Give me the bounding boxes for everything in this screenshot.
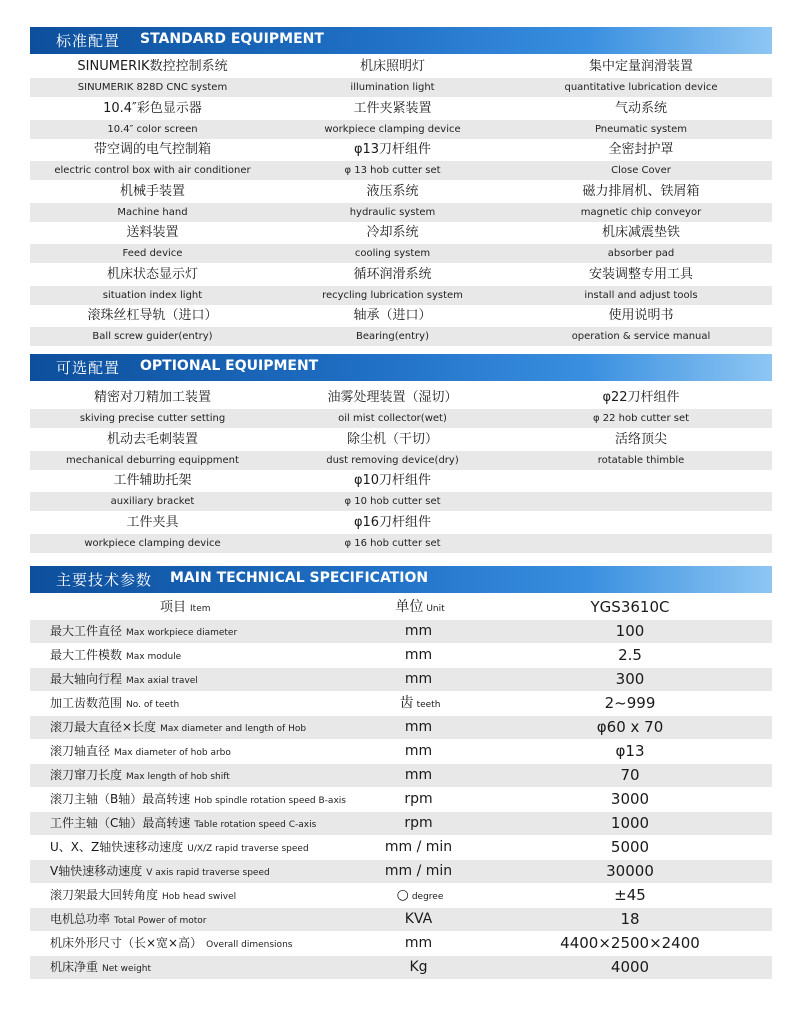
equipment-name-cn: 机床状态显示灯	[106, 266, 198, 282]
spec-item-cn: 加工齿数范围	[50, 696, 123, 710]
equipment-name-cn: 机床照明灯	[359, 59, 425, 74]
spec-unit-main: KVA	[404, 911, 433, 927]
spec-value: 300	[615, 670, 645, 688]
spec-unit-main: 齿	[399, 695, 414, 711]
spec-item-cn: 机床外形尺寸（长×宽×高）	[50, 936, 203, 950]
equipment-name-en: SINUMERIK 828D CNC system	[77, 82, 228, 93]
equipment-name-cn: 工件辅助托架	[113, 473, 192, 488]
spec-item-en: No. of teeth	[126, 700, 180, 710]
equipment-name-cn: 集中定量润滑装置	[588, 59, 693, 74]
equipment-name-cn: 工件夹紧装置	[353, 100, 432, 116]
spec-item	[50, 884, 236, 909]
spec-row	[30, 668, 772, 691]
spec-unit-main: mm	[404, 671, 433, 687]
spec-item	[50, 764, 230, 789]
equipment-row-cn	[30, 139, 772, 161]
spec-unit	[365, 644, 475, 669]
spec-item	[50, 668, 198, 693]
spec-item	[50, 716, 306, 741]
spec-unit-en: teeth	[416, 700, 441, 710]
spec-row	[30, 644, 772, 667]
equipment-row-en	[30, 161, 772, 180]
spec-value: 2~999	[604, 694, 656, 712]
spec-value: φ13	[615, 742, 645, 760]
equipment-row-en	[30, 409, 772, 428]
spec-item	[50, 620, 237, 645]
equipment-row-en	[30, 286, 772, 305]
equipment-name-en: oil mist collector(wet)	[338, 413, 447, 424]
equipment-name-cn: φ13刀杆组件	[353, 142, 432, 157]
equipment-name-en: hydraulic system	[349, 206, 436, 218]
spec-item-en: Hob spindle rotation speed B-axis	[194, 796, 346, 806]
spec-item-cn: 滚刀最大直径×长度	[50, 720, 157, 734]
equipment-name-cn: 轴承（进口）	[353, 308, 432, 323]
spec-unit	[365, 812, 475, 837]
equipment-name-cn: 液压系统	[366, 183, 419, 199]
spec-header	[30, 566, 772, 593]
spec-unit-main: mm / min	[384, 839, 453, 855]
spec-unit-main: mm	[404, 935, 433, 951]
equipment-name-cn: 冷却系统	[366, 225, 419, 240]
equipment-name-cn: 带空调的电气控制箱	[93, 142, 211, 157]
equipment-row-cn	[30, 387, 772, 409]
equipment-name-en: Pneumatic system	[594, 123, 688, 135]
equipment-name-en: Ball screw guider(entry)	[92, 331, 213, 342]
spec-item-en: Hob head swivel	[162, 892, 237, 902]
spec-item-en: Net weight	[102, 964, 152, 974]
equipment-name-en: workpiece clamping device	[324, 123, 461, 135]
optional-title-cn: 可选配置	[56, 359, 121, 377]
equipment-name-en: recycling lubrication system	[322, 289, 463, 301]
spec-unit-main: mm	[404, 719, 433, 735]
equipment-name-cn: 机械手装置	[119, 183, 185, 199]
equipment-row-en	[30, 327, 772, 346]
spec-unit-main: mm	[404, 647, 433, 663]
spec-item-en: V axis rapid traverse speed	[146, 868, 270, 878]
spec-item-en: Max diameter and length of Hob	[160, 724, 307, 734]
equipment-row-en	[30, 78, 772, 97]
spec-unit	[365, 764, 475, 789]
spec-row	[30, 716, 772, 739]
spec-row	[30, 788, 772, 811]
spec-row	[30, 884, 772, 907]
equipment-name-en: φ 10 hob cutter set	[344, 496, 441, 507]
spec-item-cn: 滚刀架最大回转角度	[50, 888, 159, 902]
equipment-name-cn: 机动去毛刺装置	[106, 431, 198, 447]
spec-value: 100	[615, 622, 645, 640]
equipment-row-cn	[30, 56, 772, 78]
equipment-name-en: Machine hand	[117, 206, 188, 218]
equipment-name-cn: 循环润滑系统	[353, 266, 432, 282]
spec-item-en: Max module	[126, 652, 182, 662]
spec-unit-main: Kg	[409, 959, 428, 975]
equipment-name-cn: 磁力排屑机、铁屑箱	[582, 183, 700, 199]
equipment-name-cn: 除尘机（干切）	[346, 431, 438, 447]
equipment-name-en: operation & service manual	[571, 331, 711, 342]
spec-item-en: Max length of hob shift	[126, 772, 230, 782]
spec-value: ±45	[614, 886, 646, 904]
equipment-name-en: install and adjust tools	[584, 289, 698, 301]
standard-equipment-header	[30, 27, 772, 54]
spec-item-en: Max workpiece diameter	[126, 628, 238, 638]
spec-item-en: U/X/Z rapid traverse speed	[187, 844, 309, 854]
equipment-name-cn: 工件夹具	[126, 514, 179, 530]
spec-unit-en: degree	[411, 892, 444, 902]
spec-unit	[365, 836, 475, 861]
spec-item-cn: 电机总功率	[50, 912, 111, 926]
equipment-name-cn: SINUMERIK数控控制系统	[77, 59, 228, 74]
equipment-name-cn: 气动系统	[614, 100, 667, 116]
spec-unit	[365, 932, 475, 957]
spec-item-en: Max axial travel	[126, 676, 198, 686]
equipment-name-en: 10.4″ color screen	[107, 123, 198, 135]
spec-row	[30, 932, 772, 955]
spec-item-cn: 机床净重	[50, 960, 99, 974]
equipment-row-en	[30, 120, 772, 139]
spec-item-cn: 滚刀主轴（B轴）最高转速	[50, 792, 191, 806]
standard-title-en: STANDARD EQUIPMENT	[140, 31, 324, 47]
spec-row	[30, 836, 772, 859]
spec-item	[50, 908, 207, 933]
equipment-name-cn: 10.4″彩色显示器	[103, 100, 202, 116]
spec-value: 70	[620, 766, 640, 784]
spec-unit-main: mm	[404, 743, 433, 759]
spec-value: 30000	[606, 862, 654, 880]
equipment-name-en: dust removing device(dry)	[326, 454, 459, 466]
spec-unit-header: 单位 Unit	[395, 599, 445, 615]
spec-unit	[365, 860, 475, 885]
spec-title-en: MAIN TECHNICAL SPECIFICATION	[170, 570, 429, 586]
spec-item-header: 项目 Item	[160, 600, 211, 615]
spec-value: 1000	[610, 814, 650, 832]
equipment-name-en: quantitative lubrication device	[564, 82, 718, 93]
equipment-row-en	[30, 203, 772, 222]
spec-item-cn: 工件主轴（C轴）最高转速	[50, 816, 191, 830]
spec-item	[50, 644, 181, 669]
equipment-row-cn	[30, 470, 772, 492]
equipment-row-en	[30, 244, 772, 263]
spec-value: 5000	[610, 838, 650, 856]
spec-item-cn: V轴快速移动速度	[50, 864, 143, 878]
equipment-name-en: workpiece clamping device	[84, 537, 221, 549]
equipment-name-cn: 使用说明书	[608, 308, 674, 323]
equipment-name-cn: 精密对刀精加工装置	[93, 390, 211, 405]
spec-unit	[365, 788, 475, 813]
equipment-row-cn	[30, 181, 772, 203]
spec-row	[30, 812, 772, 835]
equipment-name-cn: 安装调整专用工具	[588, 266, 693, 282]
equipment-name-cn: φ22刀杆组件	[602, 390, 680, 405]
spec-row	[30, 740, 772, 763]
equipment-name-cn: 油雾处理装置（湿切）	[327, 390, 458, 405]
spec-column-header	[30, 596, 772, 619]
spec-item-en: Max diameter of hob arbo	[114, 748, 231, 758]
spec-unit-main: rpm	[404, 791, 433, 807]
spec-unit-main: mm / min	[384, 863, 453, 879]
equipment-name-en: cooling system	[354, 248, 431, 259]
equipment-name-en: φ 22 hob cutter set	[592, 413, 690, 424]
equipment-name-cn: 机床减震垫铁	[601, 225, 680, 240]
equipment-name-cn: φ16刀杆组件	[353, 514, 432, 530]
equipment-name-en: Close Cover	[611, 165, 671, 176]
standard-title-cn: 标准配置	[56, 32, 121, 50]
spec-unit	[365, 740, 475, 765]
equipment-name-en: φ 16 hob cutter set	[344, 537, 441, 549]
equipment-name-en: rotatable thimble	[597, 454, 685, 466]
spec-value: 18	[620, 910, 640, 928]
spec-unit-main: mm	[404, 767, 433, 783]
spec-item	[50, 692, 179, 717]
equipment-name-cn: 送料装置	[126, 225, 179, 240]
equipment-name-cn: φ10刀杆组件	[353, 473, 432, 488]
spec-item	[50, 812, 316, 837]
spec-row	[30, 620, 772, 643]
spec-item-cn: 滚刀窜刀长度	[50, 768, 123, 782]
equipment-name-en: skiving precise cutter setting	[79, 413, 226, 424]
equipment-name-cn: 活络顶尖	[614, 431, 667, 447]
spec-item-cn: 滚刀轴直径	[50, 744, 111, 758]
equipment-name-en: Feed device	[122, 248, 183, 259]
equipment-row-en	[30, 451, 772, 470]
spec-value: 4400×2500×2400	[560, 934, 700, 952]
optional-equipment-header	[30, 354, 772, 381]
equipment-row-cn	[30, 429, 772, 451]
equipment-name-cn: 全密封护罩	[608, 142, 674, 157]
spec-item-en: Total Power of motor	[114, 916, 207, 926]
spec-item	[50, 836, 309, 861]
spec-item	[50, 932, 292, 957]
equipment-name-cn: 滚珠丝杠导轨（进口）	[87, 308, 218, 323]
spec-value: φ60 x 70	[596, 718, 664, 736]
spec-item	[50, 788, 346, 813]
equipment-row-cn	[30, 305, 772, 327]
spec-unit	[365, 668, 475, 693]
spec-item	[50, 740, 231, 765]
equipment-name-en: magnetic chip conveyor	[580, 206, 702, 218]
spec-row	[30, 908, 772, 931]
equipment-name-en: absorber pad	[607, 248, 675, 259]
spec-row	[30, 764, 772, 787]
equipment-name-en: Bearing(entry)	[356, 331, 429, 342]
spec-unit	[365, 956, 475, 981]
equipment-name-en: auxiliary bracket	[110, 496, 195, 507]
equipment-row-cn	[30, 222, 772, 244]
spec-unit	[365, 884, 475, 909]
spec-unit	[365, 692, 475, 717]
spec-item-cn: 最大工件模数	[50, 648, 123, 662]
spec-item	[50, 956, 151, 981]
spec-value: 4000	[610, 958, 650, 976]
spec-unit	[365, 716, 475, 741]
equipment-name-en: situation index light	[102, 289, 203, 301]
spec-item-en: Overall dimensions	[206, 940, 293, 950]
equipment-row-cn	[30, 512, 772, 534]
spec-row	[30, 956, 772, 979]
spec-unit	[365, 908, 475, 933]
spec-row	[30, 692, 772, 715]
equipment-row-en	[30, 534, 772, 553]
spec-unit-main: mm	[404, 623, 433, 639]
spec-item-cn: 最大轴向行程	[50, 672, 123, 686]
spec-value: 3000	[610, 790, 650, 808]
spec-unit-main: rpm	[404, 815, 433, 831]
equipment-name-en: electric control box with air conditioner	[54, 165, 251, 176]
equipment-row-en	[30, 492, 772, 511]
equipment-name-en: illumination light	[350, 82, 435, 93]
spec-item-cn: 最大工件直径	[50, 624, 123, 638]
spec-title-cn: 主要技术参数	[56, 571, 153, 589]
spec-item-cn: U、X、Z轴快速移动速度	[50, 840, 184, 854]
spec-value: 2.5	[618, 646, 642, 664]
spec-item-en: Table rotation speed C-axis	[194, 820, 317, 830]
spec-unit	[365, 620, 475, 645]
equipment-row-cn	[30, 98, 772, 120]
equipment-name-en: φ 13 hob cutter set	[344, 165, 441, 176]
equipment-name-en: mechanical deburring equippment	[66, 454, 239, 466]
equipment-row-cn	[30, 264, 772, 286]
spec-unit-main: ○	[396, 887, 409, 903]
spec-model-header: YGS3610C	[590, 598, 670, 616]
optional-title-en: OPTIONAL EQUIPMENT	[140, 358, 319, 374]
spec-row	[30, 860, 772, 883]
spec-item	[50, 860, 270, 885]
